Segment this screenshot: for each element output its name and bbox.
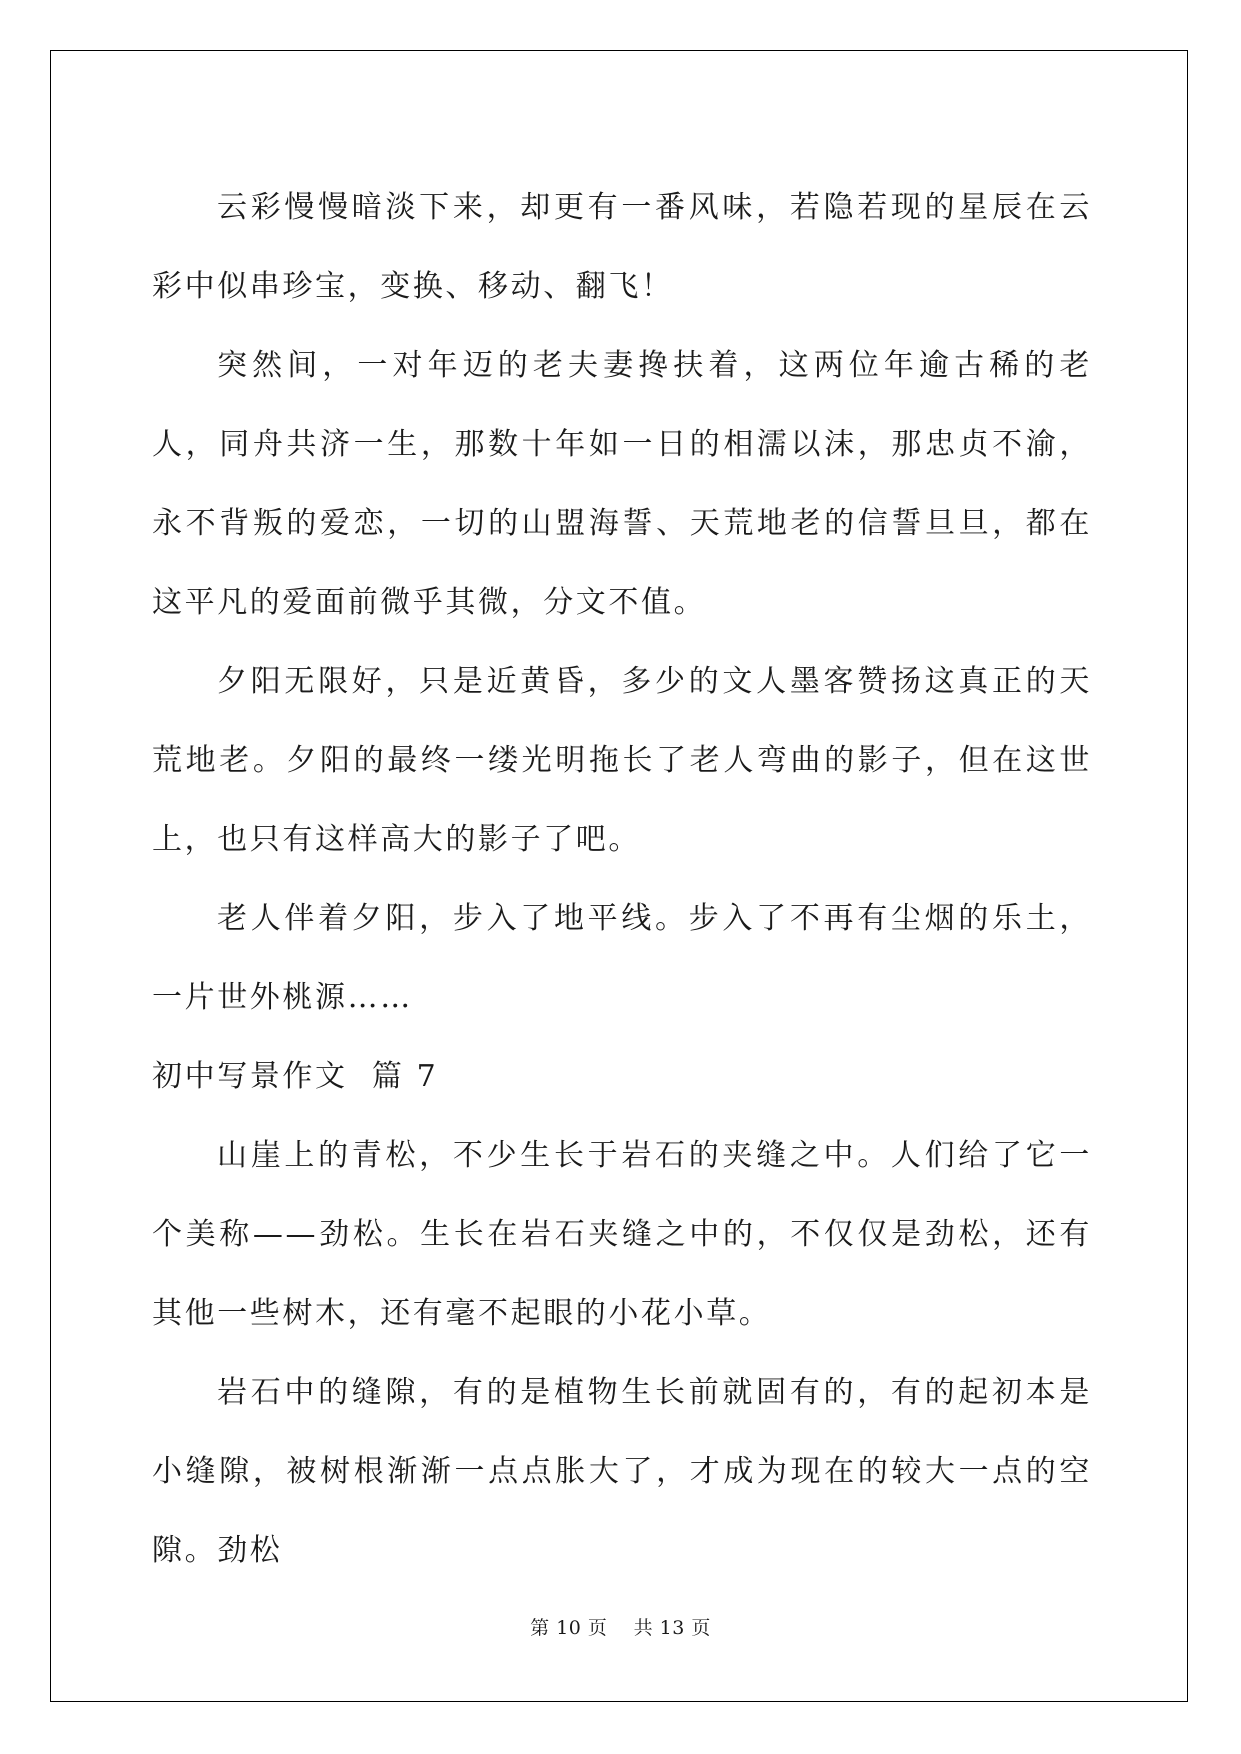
section-heading: 初中写景作文 篇 7: [152, 1059, 439, 1094]
paragraph-5: 山崖上的青松，不少生长于岩石的夹缝之中。人们给了它一个美称——劲松。生长在岩石夹缝之中的，不仅仅是劲松，还有其他一些树木，还有毫不起眼的小花小草。: [152, 1138, 1092, 1331]
paragraph-1: 云彩慢慢暗淡下来，却更有一番风味，若隐若现的星辰在云彩中似串珍宝，变换、移动、翻飞！: [152, 190, 1092, 304]
paragraph-4: 老人伴着夕阳，步入了地平线。步入了不再有尘烟的乐土，一片世外桃源……: [152, 901, 1092, 1015]
paragraph-6: 岩石中的缝隙，有的是植物生长前就固有的，有的起初本是小缝隙，被树根渐渐一点点胀大了，才成为现在的较大一点的空隙。劲松: [152, 1375, 1092, 1568]
paragraph-2: 突然间，一对年迈的老夫妻搀扶着，这两位年逾古稀的老人，同舟共济一生，那数十年如一日的相濡以沫，那忠贞不渝，永不背叛的爱恋，一切的山盟海誓、天荒地老的信誓旦旦，都在这平凡的爱面前微乎其微，分文不值。: [152, 348, 1092, 620]
page-footer: 第 10 页 共 13 页: [530, 1617, 711, 1639]
document-body: [152, 168, 1092, 1590]
paragraph-3: 夕阳无限好，只是近黄昏，多少的文人墨客赞扬这真正的天荒地老。夕阳的最终一缕光明拖长了老人弯曲的影子，但在这世上，也只有这样高大的影子了吧。: [152, 664, 1092, 857]
